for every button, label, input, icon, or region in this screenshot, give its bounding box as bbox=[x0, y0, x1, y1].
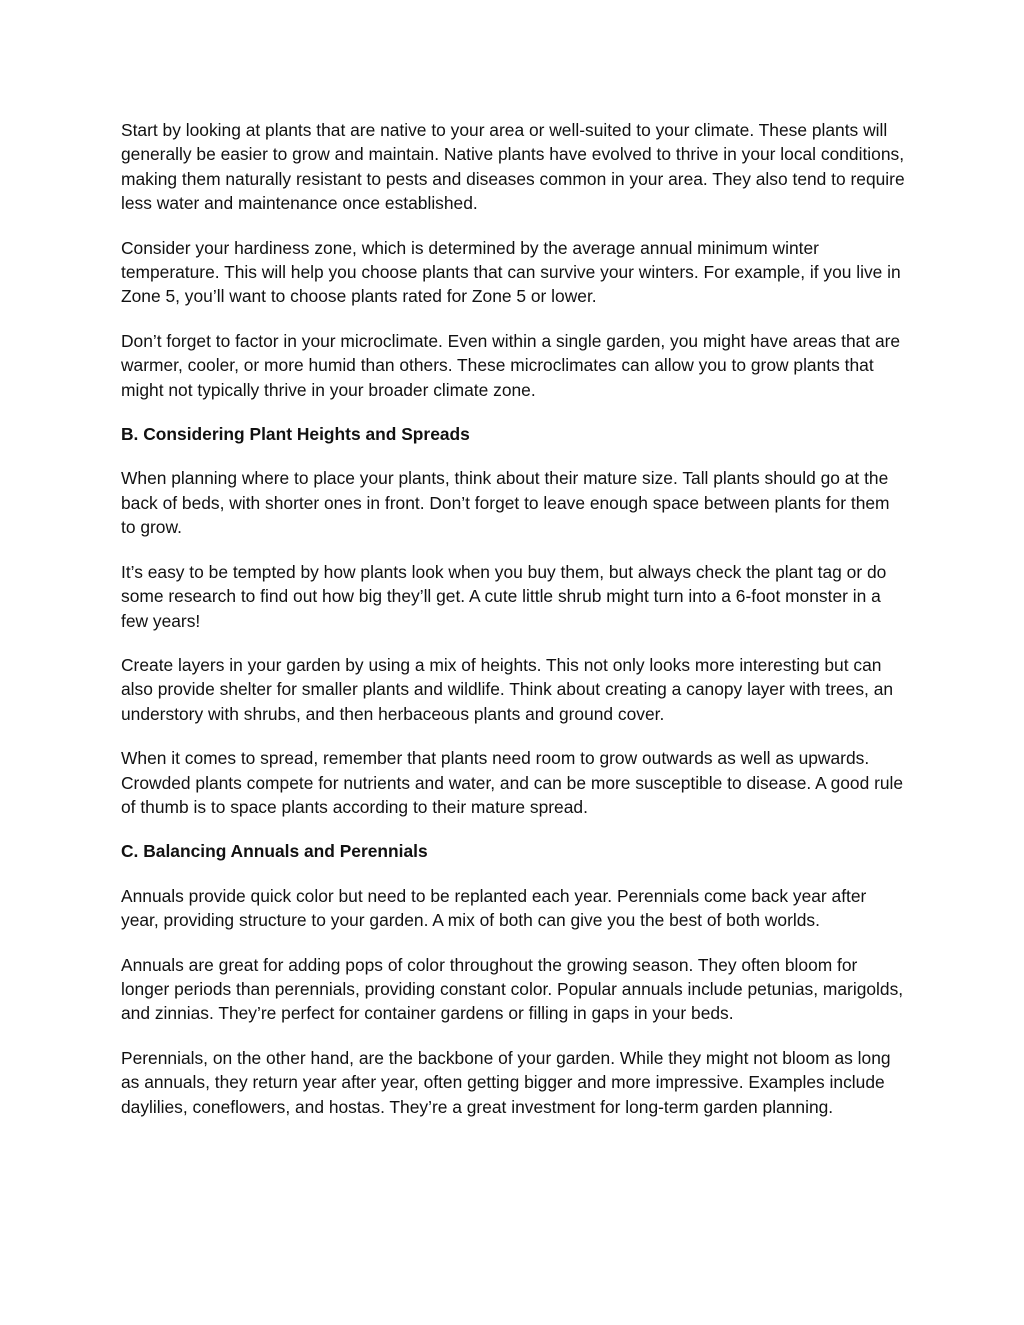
paragraph-microclimate: Don’t forget to factor in your microclimate. Even within a single garden, you might have areas that are warmer, cooler, or more humid than others. These microclimates can allow you to grow plants that might not typically thrive in your broader climate zone. bbox=[121, 330, 901, 400]
paragraph-annuals-perennials-intro: Annuals provide quick color but need to be replanted each year. Perennials come back year after year, providing structure to your garden. A mix of both can give you the best of both worlds. bbox=[121, 885, 867, 931]
paragraph-annuals: Annuals are great for adding pops of color throughout the growing season. They often bloom for longer periods than perennials, providing constant color. Popular annuals include petunias, marigolds, and zinnias. They’re perfect for container gardens or filling in gaps in your beds. bbox=[121, 954, 904, 1024]
paragraph-layers: Create layers in your garden by using a mix of heights. This not only looks more interesting but can also provide shelter for smaller plants and wildlife. Think about creating a canopy layer with trees, an understory with shrubs, and then herbaceous plants and ground cover. bbox=[121, 654, 894, 724]
paragraph-mature-size: When planning where to place your plants, think about their mature size. Tall plants should go at the back of beds, with shorter ones in front. Don’t forget to leave enough space between plants for them to grow. bbox=[121, 468, 890, 538]
paragraph-plant-tag: It’s easy to be tempted by how plants look when you buy them, but always check the plant tag or do some research to find out how big they’ll get. A cute little shrub might turn into a 6-foot monster in a few years! bbox=[121, 561, 887, 631]
paragraph-spread: When it comes to spread, remember that plants need room to grow outwards as well as upwards. Crowded plants compete for nutrients and water, and can be more susceptible to disease. A good rule of thumb is to space plants according to their mature spread. bbox=[121, 748, 904, 817]
paragraph-hardiness-zone: Consider your hardiness zone, which is determined by the average annual minimum winter temperature. This will help you choose plants that can survive your winters. For example, if you live in Zone 5, you’ll want to choose plants rated for Zone 5 or lower. bbox=[121, 237, 901, 307]
section-heading-heights-spreads: B. Considering Plant Heights and Spreads bbox=[121, 424, 470, 445]
paragraph-perennials: Perennials, on the other hand, are the backbone of your garden. While they might not bloom as long as annuals, they return year after year, often getting bigger and more impressive. Examples include daylilies, coneflowers, and hostas. They’re a great investment for long-term garden planning. bbox=[121, 1047, 891, 1117]
paragraph-native-plants: Start by looking at plants that are native to your area or well-suited to your climate. These plants will generally be easier to grow and maintain. Native plants have evolved to thrive in your local conditions, making them naturally resistant to pests and diseases common in your area. They also tend to require less water and maintenance once established. bbox=[121, 120, 905, 214]
document-page bbox=[121, 118, 907, 1139]
section-heading-annuals-perennials: C. Balancing Annuals and Perennials bbox=[121, 841, 428, 862]
